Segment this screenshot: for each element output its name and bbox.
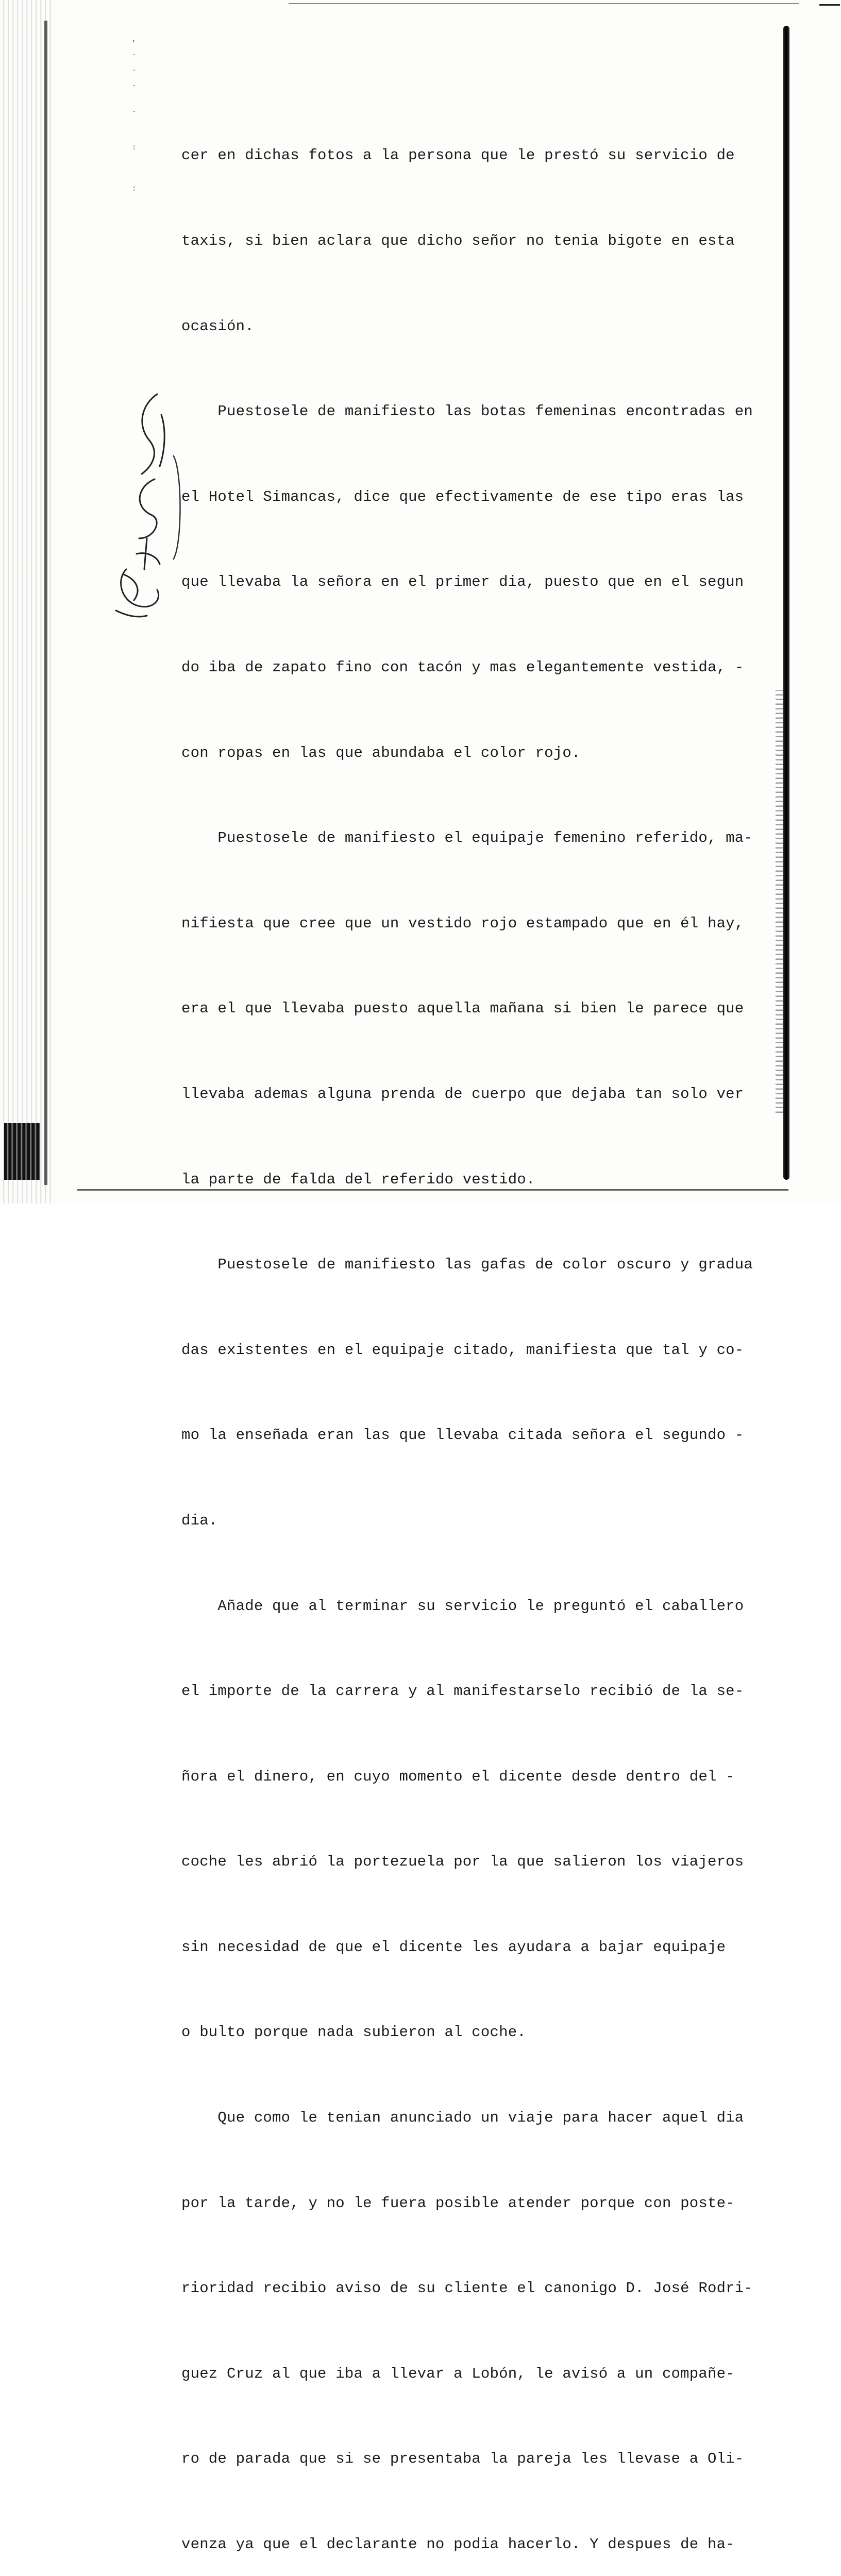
scan-binding-edge bbox=[0, 0, 52, 1204]
text-line: el Hotel Simancas, dice que efectivamente de ese tipo eras las bbox=[181, 488, 744, 505]
typed-declaration-text bbox=[181, 84, 774, 2576]
text-line: Puestosele de manifiesto el equipaje femenino referido, ma- bbox=[181, 829, 753, 847]
handwritten-signature bbox=[106, 384, 173, 626]
text-line: con ropas en las que abundaba el color rojo. bbox=[181, 744, 581, 761]
scan-right-edge bbox=[783, 26, 789, 1180]
text-line: Puestosele de manifiesto las botas femeninas encontradas en bbox=[181, 403, 753, 420]
text-line: Que como le tenian anunciado un viaje para hacer aquel dia bbox=[181, 2109, 744, 2127]
text-line: o bulto porque nada subieron al coche. bbox=[181, 2024, 526, 2041]
margin-marks: , · · · · : : bbox=[132, 36, 137, 193]
text-line: das existentes en el equipaje citado, manifiesta que tal y co- bbox=[181, 1341, 744, 1359]
text-line: ocasión. bbox=[181, 317, 254, 335]
text-line: mo la enseñada eran las que llevaba citada señora el segundo - bbox=[181, 1427, 744, 1444]
text-line: guez Cruz al que iba a llevar a Lobón, le avisó a un compañe- bbox=[181, 2365, 735, 2382]
text-line: ñora el dinero, en cuyo momento el dicente desde dentro del - bbox=[181, 1768, 735, 1785]
scan-top-edge bbox=[289, 3, 799, 4]
text-line: la parte de falda del referido vestido. bbox=[181, 1171, 535, 1188]
text-line: por la tarde, y no le fuera posible atender porque con poste- bbox=[181, 2194, 735, 2212]
scan-top-right-mark bbox=[819, 4, 840, 6]
text-line: do iba de zapato fino con tacón y mas elegantemente vestida, - bbox=[181, 658, 744, 676]
text-line: llevaba ademas alguna prenda de cuerpo que dejaba tan solo ver bbox=[181, 1085, 744, 1103]
text-line: sin necesidad de que el dicente les ayudara a bajar equipaje bbox=[181, 1938, 726, 1956]
text-line: taxis, si bien aclara que dicho señor no tenia bigote en esta bbox=[181, 232, 735, 249]
text-line: nifiesta que cree que un vestido rojo estampado que en él hay, bbox=[181, 914, 744, 932]
text-line: Añade que al terminar su servicio le preguntó el caballero bbox=[181, 1597, 744, 1615]
text-line: ro de parada que si se presentaba la pareja les llevase a Oli- bbox=[181, 2450, 744, 2468]
scan-binding-block bbox=[4, 1123, 40, 1180]
text-line: venza ya que el declarante no podia hacerlo. Y despues de ha- bbox=[181, 2536, 735, 2553]
text-line: el importe de la carrera y al manifestarselo recibió de la se- bbox=[181, 1683, 744, 1700]
text-line: Puestosele de manifiesto las gafas de color oscuro y gradua bbox=[181, 1256, 753, 1274]
text-line: cer en dichas fotos a la persona que le prestó su servicio de bbox=[181, 147, 735, 164]
scan-right-speckle bbox=[776, 690, 783, 1113]
text-line: rioridad recibio aviso de su cliente el canonigo D. José Rodri- bbox=[181, 2280, 753, 2297]
text-line: dia. bbox=[181, 1512, 218, 1529]
scan-binding-line bbox=[44, 21, 47, 1185]
text-line: era el que llevaba puesto aquella mañana si bien le parece que bbox=[181, 1000, 744, 1018]
signature-drawing bbox=[106, 384, 173, 626]
text-line: que llevaba la señora en el primer dia, puesto que en el segun bbox=[181, 573, 744, 591]
text-line: coche les abrió la portezuela por la que salieron los viajeros bbox=[181, 1853, 744, 1871]
